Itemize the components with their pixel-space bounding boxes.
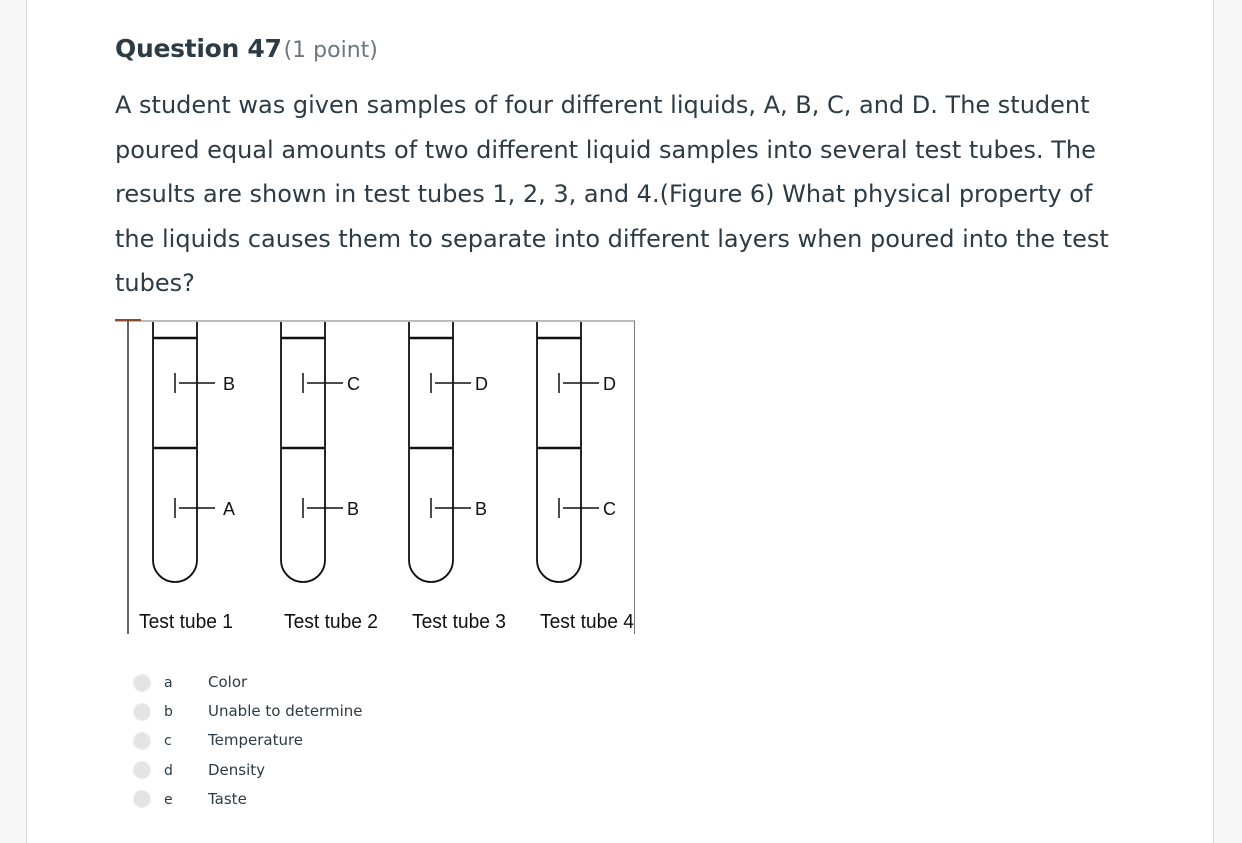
tube-4-top-label: D: [603, 374, 616, 394]
question-header: [115, 34, 378, 63]
answer-letter: e: [164, 791, 173, 808]
answer-option-d[interactable]: [133, 756, 266, 785]
answer-text: Temperature: [208, 731, 304, 750]
tube-2-caption: Test tube 2: [284, 611, 378, 633]
test-tube-2: [281, 322, 378, 633]
answer-option-c[interactable]: [133, 726, 304, 755]
tube-3-top-label: D: [475, 374, 488, 394]
test-tube-1: [139, 322, 235, 633]
answer-option-e[interactable]: [133, 785, 247, 814]
tube-2-bottom-label: B: [347, 499, 360, 519]
radio-button[interactable]: [133, 761, 151, 779]
test-tube-4: [537, 322, 634, 633]
question-title: Question 47: [115, 34, 282, 63]
answer-text: Density: [208, 760, 266, 779]
answer-option-b[interactable]: [133, 697, 363, 726]
test-tube-diagram: [115, 318, 635, 634]
test-tube-3: [409, 322, 506, 633]
test-tube-figure: [115, 318, 635, 634]
radio-button[interactable]: [133, 674, 151, 692]
question-card: [26, 0, 1214, 843]
answer-text: Color: [208, 673, 248, 691]
answer-text: Unable to determine: [208, 702, 363, 721]
tube-3-caption: Test tube 3: [412, 611, 506, 633]
answer-text: Taste: [208, 789, 247, 808]
answer-letter: d: [164, 762, 173, 779]
tube-1-top-label: B: [223, 374, 236, 394]
answer-letter: a: [164, 675, 173, 691]
answer-option-a[interactable]: [133, 668, 248, 697]
question-points: (1 point): [283, 38, 378, 63]
answer-letter: b: [164, 704, 173, 721]
question-text: A student was given samples of four different liquids, A, B, C, and D. The student poured equal amounts of two different liquid samples into several test tubes. The results are shown in test tubes 1, 2, 3, and 4.(Figure 6) What physical property of the liquids causes them to separate into different layers when poured into the test tubes?: [115, 91, 1109, 297]
answer-letter: c: [164, 733, 172, 750]
radio-button[interactable]: [133, 703, 151, 721]
tube-2-top-label: C: [347, 374, 360, 394]
tube-1-caption: Test tube 1: [139, 611, 233, 633]
tube-3-bottom-label: B: [475, 499, 488, 519]
radio-button[interactable]: [133, 732, 151, 750]
answer-options: [133, 668, 363, 814]
tube-4-bottom-label: C: [603, 499, 616, 519]
tube-1-bottom-label: A: [223, 499, 236, 519]
radio-button[interactable]: [133, 790, 151, 808]
tube-4-caption: Test tube 4: [540, 611, 634, 633]
